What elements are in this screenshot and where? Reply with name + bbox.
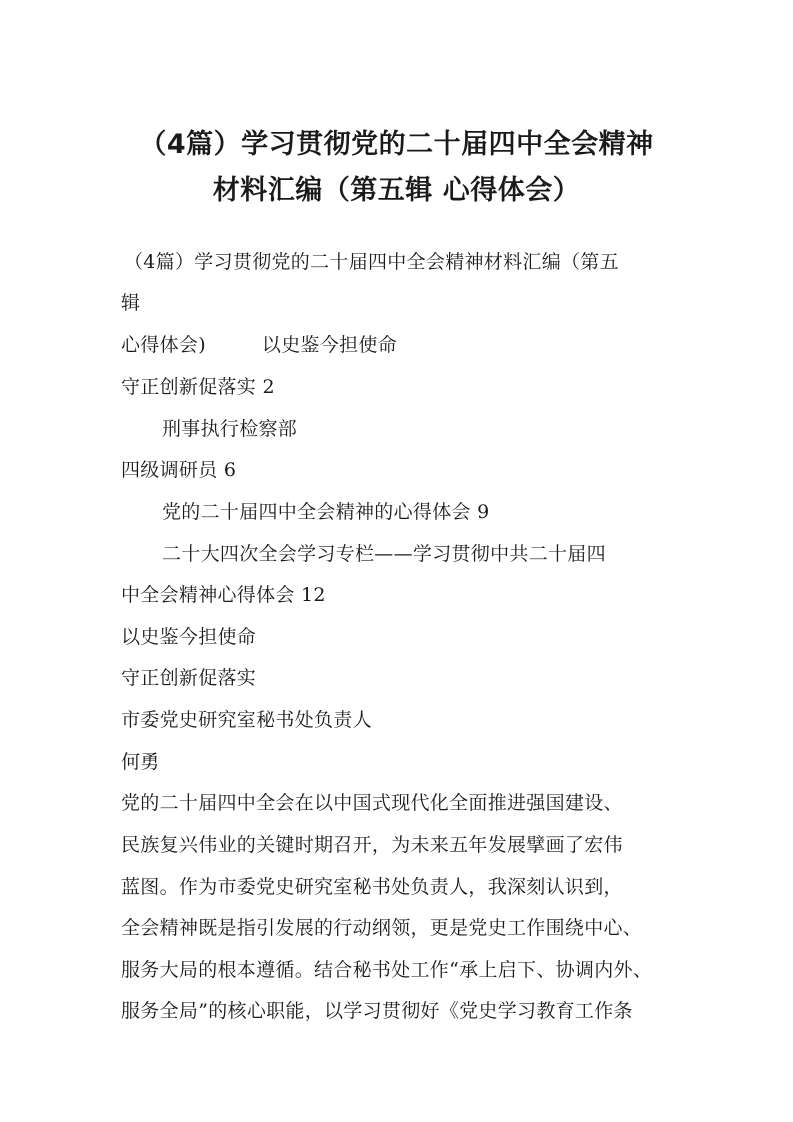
document-title-line-1: （4篇）学习贯彻党的二十届四中全会精神 — [139, 129, 654, 160]
toc-entry-4-line-2: 中全会精神心得体会 12 — [121, 584, 326, 606]
article-title-2: 守正创新促落实 — [121, 667, 257, 689]
toc-entry-1-continued: 守正创新促落实 2 — [121, 376, 275, 398]
toc-heading-line-1: （4篇）学习贯彻党的二十届四中全会精神材料汇编（第五 — [124, 251, 619, 273]
article-body-line: 服务大局的根本遵循。结合秘书处工作“承上启下、协调内外、 — [121, 959, 653, 981]
toc-heading-tail: 心得体会) — [121, 334, 206, 356]
toc-heading-line-2: 辑 — [121, 292, 141, 314]
article-body-line: 服务全局”的核心职能，以学习贯彻好《党史学习教育工作条 — [121, 1000, 633, 1022]
document-title-line-2: 材料汇编（第五辑 心得体会） — [212, 175, 581, 206]
toc-entry-2-role: 四级调研员 6 — [121, 459, 237, 481]
toc-entry-1-title: 以史鉴今担使命 — [261, 334, 398, 356]
toc-entry-2-department: 刑事执行检察部 — [162, 418, 298, 440]
article-author-role: 市委党史研究室秘书处负责人 — [121, 709, 372, 731]
article-body-line: 民族复兴伟业的关键时期召开，为未来五年发展擘画了宏伟 — [121, 834, 623, 856]
article-body-line: 蓝图。作为市委党史研究室秘书处负责人，我深刻认识到， — [121, 876, 623, 898]
article-body-line: 全会精神既是指引发展的行动纲领，更是党史工作围绕中心、 — [121, 917, 643, 939]
article-body-line: 党的二十届四中全会在以中国式现代化全面推进强国建设、 — [121, 792, 623, 814]
toc-entry-3: 党的二十届四中全会精神的心得体会 9 — [162, 501, 490, 523]
toc-heading-line-3 — [121, 332, 397, 358]
article-title-1: 以史鉴今担使命 — [121, 626, 257, 648]
article-author-name: 何勇 — [121, 751, 160, 773]
toc-entry-4-line-1: 二十大四次全会学习专栏——学习贯彻中共二十届四 — [162, 543, 606, 565]
